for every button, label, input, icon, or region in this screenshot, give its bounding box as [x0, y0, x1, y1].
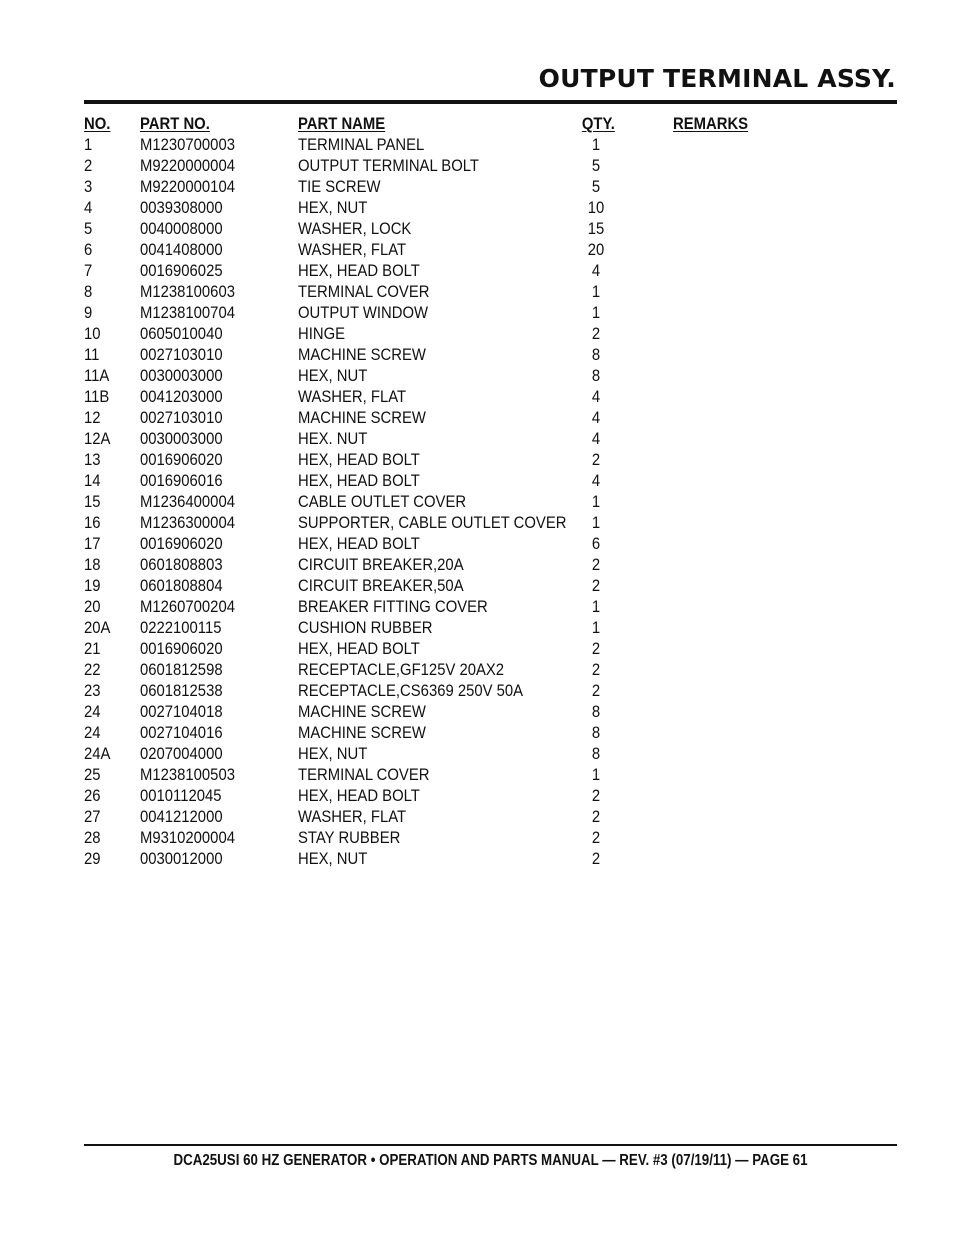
table-row — [84, 408, 897, 429]
row-part-no: 0222100115 — [140, 619, 222, 637]
row-part-no: M1260700204 — [140, 598, 235, 616]
row-part-name: WASHER, LOCK — [298, 220, 412, 238]
table-row — [84, 765, 897, 786]
row-part-no: 0039308000 — [140, 199, 223, 217]
row-part-no: 0016906020 — [140, 535, 223, 553]
row-no: 24A — [84, 745, 111, 763]
row-no: 21 — [84, 640, 101, 658]
row-part-name: HEX, HEAD BOLT — [298, 262, 420, 280]
table-row — [84, 828, 897, 849]
table-row — [84, 744, 897, 765]
row-qty: 4 — [591, 409, 601, 427]
row-part-no: M9220000104 — [140, 178, 235, 196]
row-no: 3 — [84, 178, 93, 196]
row-qty: 1 — [591, 766, 601, 784]
row-no: 22 — [84, 661, 101, 679]
row-part-name: CUSHION RUBBER — [298, 619, 433, 637]
row-part-name: HEX, HEAD BOLT — [298, 451, 420, 469]
row-no: 24 — [84, 703, 101, 721]
header-qty: QTY. — [581, 115, 615, 133]
table-row — [84, 198, 897, 219]
table-row — [84, 849, 897, 870]
row-qty: 1 — [591, 598, 601, 616]
row-qty: 20 — [587, 241, 605, 259]
row-part-name: OUTPUT WINDOW — [298, 304, 429, 322]
row-qty: 1 — [591, 283, 601, 301]
row-qty: 8 — [591, 703, 601, 721]
table-row — [84, 177, 897, 198]
row-no: 9 — [84, 304, 93, 322]
row-qty: 2 — [591, 682, 601, 700]
row-part-name: CABLE OUTLET COVER — [298, 493, 467, 511]
row-part-name: HEX, NUT — [298, 199, 368, 217]
row-qty: 6 — [591, 535, 601, 553]
table-row — [84, 639, 897, 660]
row-part-no: 0016906025 — [140, 262, 223, 280]
row-no: 16 — [84, 514, 101, 532]
row-part-no: M1236300004 — [140, 514, 235, 532]
row-part-name: HEX, NUT — [298, 367, 368, 385]
row-no: 17 — [84, 535, 101, 553]
row-part-name: HEX. NUT — [298, 430, 368, 448]
table-row — [84, 303, 897, 324]
row-qty: 2 — [591, 577, 601, 595]
table-row — [84, 513, 897, 534]
row-qty: 15 — [587, 220, 605, 238]
row-part-name: MACHINE SCREW — [298, 346, 426, 364]
row-part-name: TERMINAL COVER — [298, 283, 430, 301]
row-no: 23 — [84, 682, 101, 700]
table-row — [84, 366, 897, 387]
row-part-no: 0041212000 — [140, 808, 223, 826]
row-part-name: HEX, HEAD BOLT — [298, 472, 420, 490]
row-qty: 2 — [591, 325, 601, 343]
table-row — [84, 660, 897, 681]
table-row — [84, 324, 897, 345]
row-part-no: 0601808804 — [140, 577, 223, 595]
table-row — [84, 282, 897, 303]
table-row — [84, 261, 897, 282]
row-qty: 1 — [591, 493, 601, 511]
row-qty: 5 — [591, 157, 601, 175]
row-part-name: STAY RUBBER — [298, 829, 401, 847]
table-row — [84, 240, 897, 261]
row-part-name: SUPPORTER, CABLE OUTLET COVER — [298, 514, 567, 532]
row-part-no: 0207004000 — [140, 745, 223, 763]
row-part-name: TIE SCREW — [298, 178, 381, 196]
row-part-name: HEX, HEAD BOLT — [298, 535, 420, 553]
row-qty: 2 — [591, 787, 601, 805]
row-part-name: OUTPUT TERMINAL BOLT — [298, 157, 479, 175]
row-part-name: HEX, HEAD BOLT — [298, 640, 420, 658]
table-row — [84, 618, 897, 639]
row-part-name: WASHER, FLAT — [298, 808, 407, 826]
row-qty: 10 — [587, 199, 605, 217]
table-row — [84, 156, 897, 177]
row-no: 19 — [84, 577, 101, 595]
row-qty: 8 — [591, 367, 601, 385]
table-header-row — [84, 114, 897, 135]
row-qty: 4 — [591, 430, 601, 448]
table-row — [84, 429, 897, 450]
row-part-name: HEX, NUT — [298, 745, 368, 763]
row-qty: 2 — [591, 661, 601, 679]
row-no: 12 — [84, 409, 101, 427]
row-no: 20A — [84, 619, 111, 637]
row-qty: 2 — [591, 808, 601, 826]
table-row — [84, 471, 897, 492]
row-qty: 1 — [591, 304, 601, 322]
row-no: 13 — [84, 451, 101, 469]
row-part-name: CIRCUIT BREAKER,50A — [298, 577, 464, 595]
row-part-no: 0030003000 — [140, 367, 223, 385]
row-part-no: 0030003000 — [140, 430, 223, 448]
table-row — [84, 534, 897, 555]
row-part-no: M1236400004 — [140, 493, 235, 511]
table-row — [84, 681, 897, 702]
title-rule — [84, 100, 897, 104]
row-qty: 2 — [591, 451, 601, 469]
row-no: 24 — [84, 724, 101, 742]
row-qty: 2 — [591, 556, 601, 574]
row-part-no: M9220000004 — [140, 157, 235, 175]
header-remarks: REMARKS — [673, 115, 749, 133]
table-row — [84, 387, 897, 408]
table-row — [84, 135, 897, 156]
row-qty: 1 — [591, 136, 601, 154]
table-row — [84, 576, 897, 597]
row-part-no: M1238100704 — [140, 304, 235, 322]
row-no: 26 — [84, 787, 101, 805]
row-part-name: HEX, NUT — [298, 850, 368, 868]
row-qty: 5 — [591, 178, 601, 196]
row-part-name: MACHINE SCREW — [298, 703, 426, 721]
row-part-no: 0016906020 — [140, 451, 223, 469]
row-part-name: MACHINE SCREW — [298, 724, 426, 742]
header-no: NO. — [84, 115, 111, 133]
row-no: 27 — [84, 808, 101, 826]
table-row — [84, 219, 897, 240]
row-part-name: WASHER, FLAT — [298, 388, 407, 406]
row-part-no: 0027104018 — [140, 703, 223, 721]
row-no: 7 — [84, 262, 93, 280]
row-part-name: TERMINAL COVER — [298, 766, 430, 784]
row-no: 15 — [84, 493, 101, 511]
row-no: 1 — [84, 136, 93, 154]
row-qty: 4 — [591, 262, 601, 280]
row-part-no: 0601812538 — [140, 682, 223, 700]
table-row — [84, 807, 897, 828]
row-qty: 8 — [591, 745, 601, 763]
row-part-no: M1238100603 — [140, 283, 235, 301]
parts-table — [84, 114, 897, 870]
footer-rule — [84, 1144, 897, 1146]
table-row — [84, 786, 897, 807]
row-no: 5 — [84, 220, 93, 238]
row-qty: 2 — [591, 850, 601, 868]
row-no: 29 — [84, 850, 101, 868]
row-qty: 8 — [591, 724, 601, 742]
row-part-no: M1238100503 — [140, 766, 235, 784]
row-no: 20 — [84, 598, 101, 616]
row-part-no: 0016906020 — [140, 640, 223, 658]
row-qty: 1 — [591, 619, 601, 637]
row-part-no: M9310200004 — [140, 829, 235, 847]
row-part-name: MACHINE SCREW — [298, 409, 426, 427]
page-title: OUTPUT TERMINAL ASSY. — [538, 64, 896, 93]
table-row — [84, 345, 897, 366]
row-no: 11 — [84, 346, 100, 364]
row-no: 12A — [84, 430, 111, 448]
page-footer: DCA25USI 60 HZ GENERATOR • OPERATION AND PARTS MANUAL — REV. #3 (07/19/11) — PAGE 61 — [173, 1152, 808, 1169]
row-no: 2 — [84, 157, 93, 175]
row-qty: 8 — [591, 346, 601, 364]
header-part-no: PART NO. — [140, 115, 210, 133]
row-part-no: 0601808803 — [140, 556, 223, 574]
table-row — [84, 702, 897, 723]
row-no: 18 — [84, 556, 101, 574]
row-part-no: M1230700003 — [140, 136, 235, 154]
row-no: 14 — [84, 472, 101, 490]
row-part-name: CIRCUIT BREAKER,20A — [298, 556, 464, 574]
row-part-name: HEX, HEAD BOLT — [298, 787, 420, 805]
row-part-name: RECEPTACLE,CS6369 250V 50A — [298, 682, 524, 700]
row-part-no: 0041203000 — [140, 388, 223, 406]
row-qty: 2 — [591, 829, 601, 847]
row-no: 4 — [84, 199, 93, 217]
row-part-name: BREAKER FITTING COVER — [298, 598, 488, 616]
row-part-name: WASHER, FLAT — [298, 241, 407, 259]
row-part-no: 0041408000 — [140, 241, 223, 259]
row-qty: 4 — [591, 388, 601, 406]
row-part-no: 0010112045 — [140, 787, 222, 805]
table-row — [84, 492, 897, 513]
row-part-name: HINGE — [298, 325, 346, 343]
row-qty: 4 — [591, 472, 601, 490]
row-qty: 2 — [591, 640, 601, 658]
row-part-no: 0601812598 — [140, 661, 223, 679]
row-part-name: RECEPTACLE,GF125V 20AX2 — [298, 661, 505, 679]
row-part-no: 0030012000 — [140, 850, 223, 868]
row-part-name: TERMINAL PANEL — [298, 136, 425, 154]
row-no: 8 — [84, 283, 93, 301]
row-part-no: 0605010040 — [140, 325, 223, 343]
row-part-no: 0027103010 — [140, 409, 223, 427]
table-row — [84, 450, 897, 471]
row-part-no: 0016906016 — [140, 472, 223, 490]
table-row — [84, 597, 897, 618]
table-row — [84, 723, 897, 744]
row-no: 28 — [84, 829, 101, 847]
row-qty: 1 — [591, 514, 601, 532]
row-no: 10 — [84, 325, 101, 343]
row-no: 11B — [84, 388, 110, 406]
header-part-name: PART NAME — [298, 115, 386, 133]
table-row — [84, 555, 897, 576]
row-no: 6 — [84, 241, 93, 259]
row-part-no: 0040008000 — [140, 220, 223, 238]
table-body — [84, 135, 897, 870]
row-part-no: 0027103010 — [140, 346, 223, 364]
row-part-no: 0027104016 — [140, 724, 223, 742]
row-no: 25 — [84, 766, 101, 784]
row-no: 11A — [84, 367, 110, 385]
